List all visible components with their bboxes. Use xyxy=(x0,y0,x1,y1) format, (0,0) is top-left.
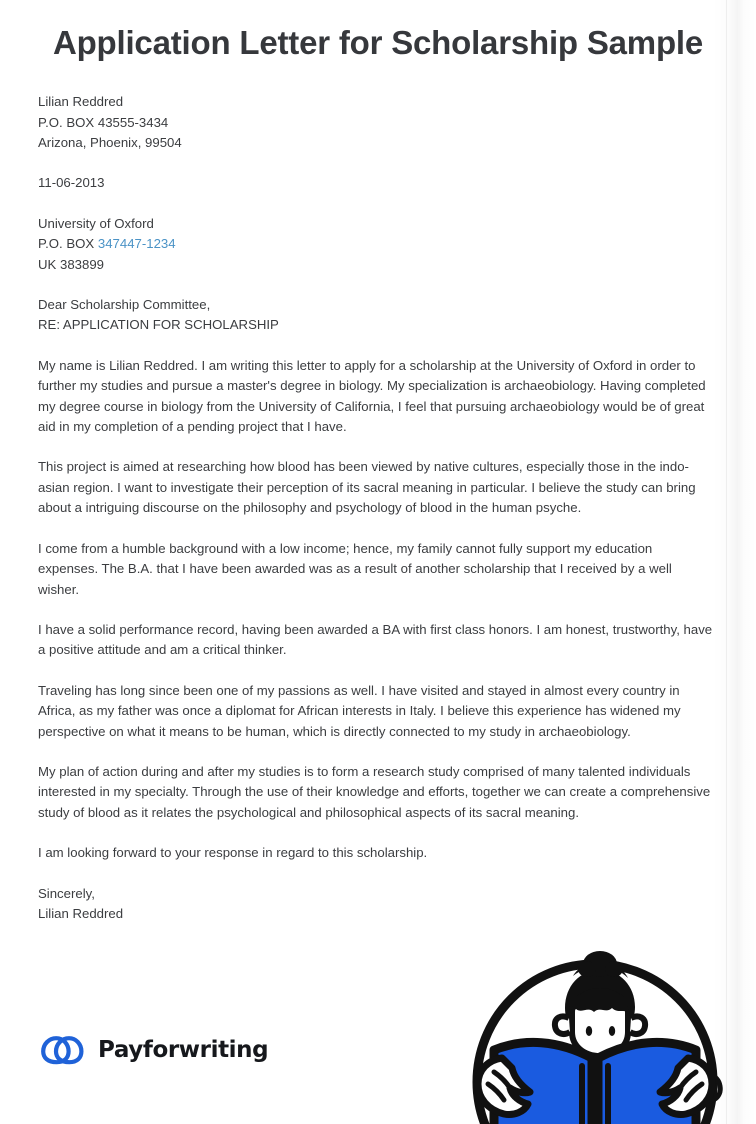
spacer xyxy=(38,153,716,173)
paragraph: I come from a humble background with a low income; hence, my family cannot fully support my education expenses. The B.A. that I have been awarded was as a result of another scholarship that I received by a well wisher. xyxy=(38,540,672,597)
sender-name: Lilian Reddred xyxy=(38,94,124,110)
paragraph: My plan of action during and after my studies is to form a research study comprised of many talented individuals interested in my specialty. Through the use of their knowledge and efforts, together we can create a comprehensive study of blood as it relates the psychological and philosophical aspects of its sacral meaning. xyxy=(38,763,711,820)
paragraph: This project is aimed at researching how blood has been viewed by native cultures, especially those in the indo-asian region. I want to investigate their perception of its sacral meaning in particular. I believe the study can bring about a intriguing discourse on the philosophy and psychology of blood in the human psyche. xyxy=(38,459,696,516)
signature-name: Lilian Reddred xyxy=(38,905,124,921)
subject-line: RE: APPLICATION FOR SCHOLARSHIP xyxy=(38,317,279,333)
sender-city-line: Arizona, Phoenix, 99504 xyxy=(38,135,182,150)
letter-date: 11-06-2013 xyxy=(38,175,105,191)
recipient-po-box-line xyxy=(38,234,716,254)
sender-po-box: P.O. BOX 43555-3434 xyxy=(38,114,169,130)
recipient-country-line: UK 383899 xyxy=(38,256,104,272)
recipient-address-block xyxy=(38,214,716,275)
salutation: Dear Scholarship Committee, xyxy=(38,297,211,313)
closing-block xyxy=(38,884,716,925)
paragraph: I have a solid performance record, having been awarded a BA with first class honors. I am honest, trustworthy, have a positive attitude and am a critical thinker. xyxy=(38,621,713,658)
brand-wordmark: Payforwriting xyxy=(98,1037,269,1063)
spacer xyxy=(38,194,716,214)
overlapping-rings-icon xyxy=(40,1035,86,1065)
recipient-po-box-label: P.O. BOX xyxy=(38,236,98,252)
recipient-organization: University of Oxford xyxy=(38,215,154,231)
paragraph: I am looking forward to your response in regard to this scholarship. xyxy=(38,845,428,861)
salutation-block xyxy=(38,295,716,336)
brand-logo[interactable] xyxy=(40,1035,268,1065)
person-reading-book-illustration xyxy=(432,934,756,1124)
closing-salutation: Sincerely, xyxy=(38,885,95,901)
page-title: Application Letter for Scholarship Sample xyxy=(52,24,704,61)
paragraph: Traveling has long since been one of my passions as well. I have visited and stayed in almost every country in Africa, as my father was once a diplomat for African interests in Italy. I believe this experience has widened my perspective on what it means to be human, which is directly connected to my study in archaeobiology. xyxy=(38,682,681,739)
paragraph: My name is Lilian Reddred. I am writing this letter to apply for a scholarship at the University of Oxford in order to further my studies and pursue a master's degree in biology. My specialization is archaeobiology. Having completed my degree course in biology from the University of California, I feel that pursuing archaeobiology would be of great aid in my completion of a pending project that I have. xyxy=(38,357,706,435)
spacer xyxy=(38,275,716,295)
letter-body xyxy=(0,92,756,924)
sender-address-block xyxy=(38,92,716,153)
recipient-po-box-number[interactable]: 347447-1234 xyxy=(97,236,176,252)
